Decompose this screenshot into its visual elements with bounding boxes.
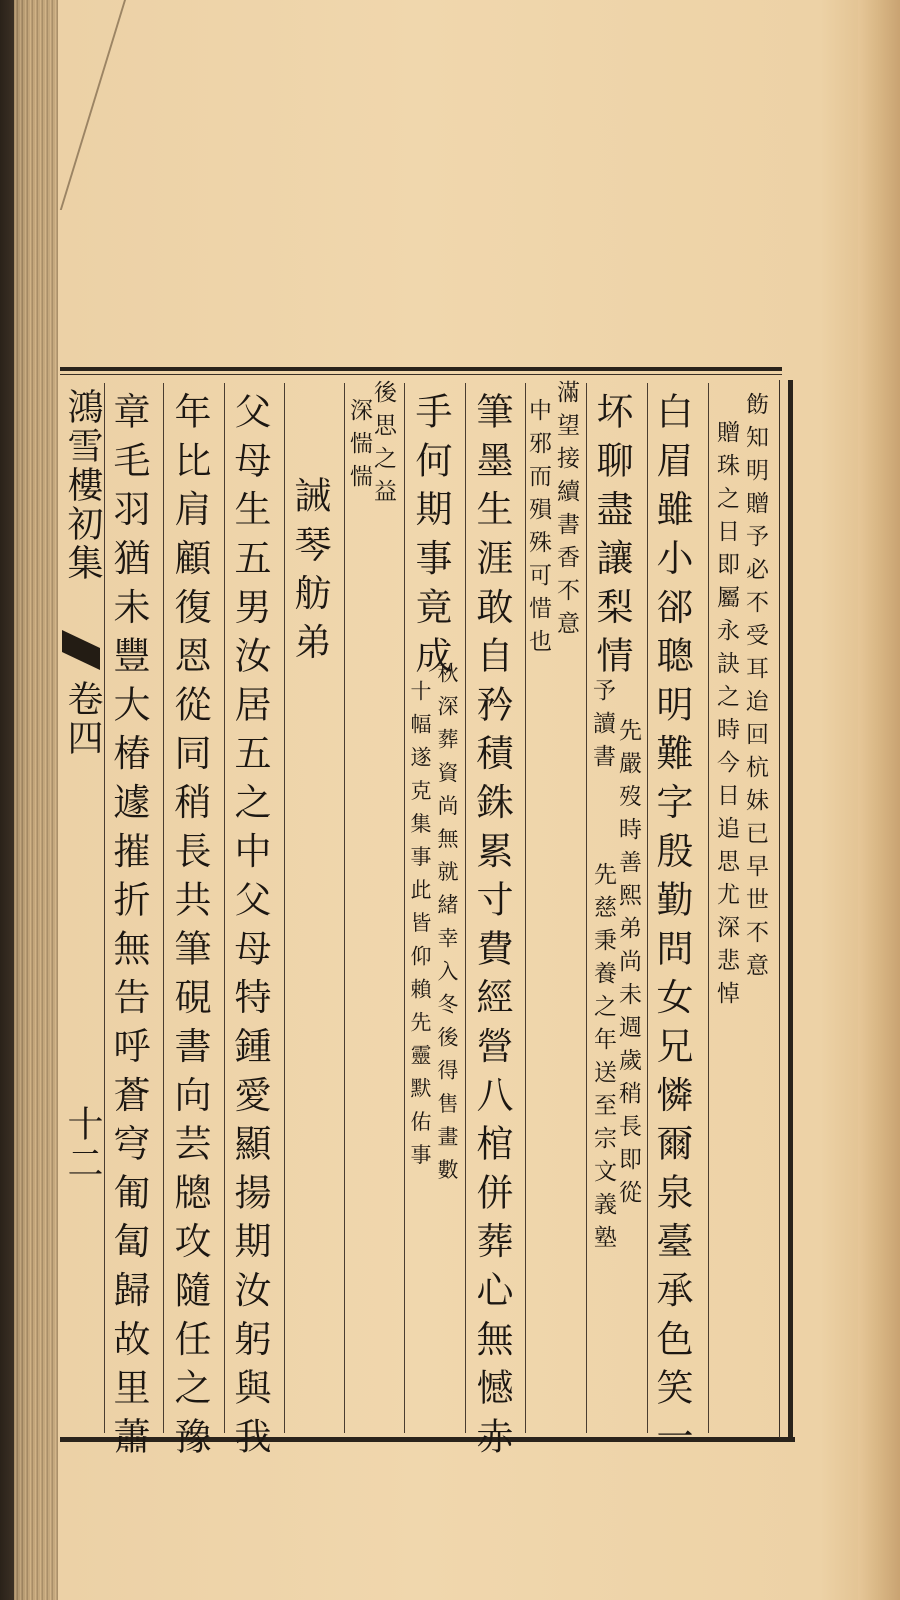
page-edges — [14, 0, 58, 1600]
annotation-column: 先嚴歿時善熙弟尚未週歲稍長即從 — [615, 718, 641, 1213]
text-column: 白眉雖小郤聰明難字殷勤問女兄憐爾泉臺承色笑一 — [650, 392, 693, 1466]
annotation-column: 先慈秉養之年送至宗文義塾 — [590, 862, 616, 1258]
text-column: 年比肩顧復恩從同稍長共筆硯書向芸牕攻隨任之豫 — [168, 392, 211, 1466]
column-rule — [708, 383, 709, 1433]
frame-top-inner-border — [60, 374, 782, 375]
annotation-column: 秋深葬資尚無就緒幸入冬後得售畫數 — [435, 662, 459, 1192]
annotation-column: 滿望接續書香不意 — [553, 380, 579, 644]
annotation-column: 深惴惴 — [346, 398, 372, 497]
column-rule — [344, 383, 345, 1433]
text-column: 坏聊盡讓梨情 — [590, 392, 633, 685]
annotation-column: 予讀書 — [589, 678, 615, 777]
frame-right-inner-border — [779, 380, 780, 1438]
volume-label: 卷四 — [62, 680, 103, 758]
annotation-column: 十幅遂克集事此皆仰賴先靈默佑事 — [408, 680, 432, 1177]
fish-tail-mark-icon — [62, 630, 100, 670]
text-column: 章毛羽猶未豐大椿遽摧折無告呼蒼穹匍匐歸故里蕭 — [107, 392, 150, 1466]
book-title: 鴻雪樓初集 — [62, 388, 103, 583]
text-column: 手何期事竟成 — [409, 392, 452, 685]
text-column: 筆墨生涯敢自矜積銖累寸費經營八棺併葬心無憾赤 — [470, 392, 513, 1466]
section-heading: 誡琴舫弟 — [288, 476, 331, 672]
right-page-edge — [858, 0, 900, 1600]
text-column: 父母生五男汝居五之中父母特鍾愛顯揚期汝躬與我 — [228, 392, 271, 1466]
frame-top-border — [60, 367, 782, 371]
frame-right-border — [788, 380, 793, 1438]
text-column: 飭知明贈予必不受耳迨回杭妹已早世不意 — [742, 392, 768, 986]
annotation-column: 後思之益 — [370, 380, 396, 512]
annotation-column: 中邪而殞殊可惜也 — [525, 398, 551, 662]
text-column: 贈珠之日即屬永訣之時今日追思尤深悲悼 — [713, 420, 739, 1014]
page-number: 十二 — [62, 1105, 103, 1183]
